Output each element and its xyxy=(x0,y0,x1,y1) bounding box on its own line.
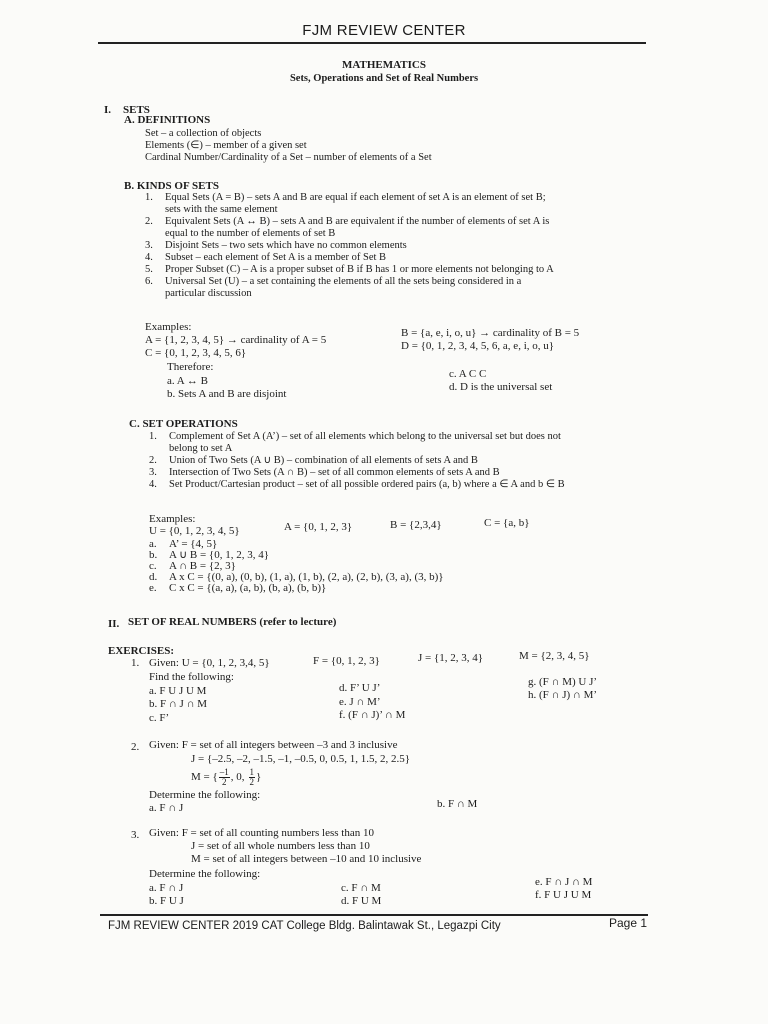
therefore-c: c. A C C xyxy=(449,368,487,380)
operations-list-item: belong to set A xyxy=(169,443,233,454)
exercise-2-item-a: a. F ∩ J xyxy=(149,802,184,814)
definitions-heading: A. DEFINITIONS xyxy=(124,114,211,126)
definition-line: Set – a collection of objects xyxy=(145,128,262,139)
exercise-2-set-m: M = { –1 2 , 0, 1 2 } xyxy=(191,766,262,787)
page-number: Page 1 xyxy=(609,916,648,930)
exercise-3-set-j: J = set of all whole numbers less than 10 xyxy=(191,840,370,852)
exercise-1-item-f: f. (F ∩ J)’ ∩ M xyxy=(339,709,406,721)
example-set-c: C = {0, 1, 2, 3, 4, 5, 6} xyxy=(145,347,247,359)
exercise-3-item-b: b. F U J xyxy=(149,895,184,907)
exercise-2-set-j: J = {–2.5, –2, –1.5, –1, –0.5, 0, 0.5, 1, 1.5, 2, 2.5} xyxy=(191,753,411,765)
therefore-d: d. D is the universal set xyxy=(449,381,553,393)
exercise-1-given: Given: U = {0, 1, 2, 3,4, 5} xyxy=(149,657,270,669)
footer-rule xyxy=(100,914,648,916)
exercise-1-item-c: c. F’ xyxy=(149,712,170,724)
example-set-a: A = {1, 2, 3, 4, 5} → cardinality of A = 5 xyxy=(145,334,327,346)
example-set-b: B = {a, e, i, o, u} → cardinality of B = 5 xyxy=(401,327,580,339)
exercise-3-item-c: c. F ∩ M xyxy=(341,882,381,894)
exercise-3-number: 3. xyxy=(131,829,140,841)
fraction-negative-half: –1 2 xyxy=(219,766,229,787)
exercise-2-number: 2. xyxy=(131,741,140,753)
kinds-list-item: 2. Equivalent Sets (A ↔ B) – sets A and B are equivalent if the number of elements of set A is xyxy=(145,216,550,227)
example-set-c-op: C = {a, b} xyxy=(484,517,530,529)
operations-heading: C. SET OPERATIONS xyxy=(129,418,238,430)
section-1-title: SETS xyxy=(123,104,150,116)
example-set-a-op: A = {0, 1, 2, 3} xyxy=(284,521,353,533)
definition-line: Cardinal Number/Cardinality of a Set – number of elements of a Set xyxy=(145,152,432,163)
exercise-1-item-g: g. (F ∩ M) U J’ xyxy=(528,676,598,688)
doc-title: MATHEMATICS xyxy=(342,59,426,71)
exercise-1-instruction: Find the following: xyxy=(149,671,234,683)
operations-list-item: 2. Union of Two Sets (A ∪ B) – combination of all elements of sets A and B xyxy=(149,455,478,466)
exercise-3-item-d: d. F U M xyxy=(341,895,382,907)
exercise-1-item-b: b. F ∩ J ∩ M xyxy=(149,698,208,710)
exercise-3-item-a: a. F ∩ J xyxy=(149,882,184,894)
exercise-1-set-j: J = {1, 2, 3, 4} xyxy=(418,652,484,664)
exercises-heading: EXERCISES: xyxy=(108,645,175,657)
kinds-heading: B. KINDS OF SETS xyxy=(124,180,219,192)
therefore-a: a. A ↔ B xyxy=(167,375,208,387)
kinds-list-item: 6. Universal Set (U) – a set containing the elements of all the sets being considered in a xyxy=(145,276,522,287)
operations-list-item: 1. Complement of Set A (A’) – set of all elements which belong to the universal set but does not xyxy=(149,431,561,442)
kinds-list-item: 1. Equal Sets (A = B) – sets A and B are equal if each element of set A is an element of set B; xyxy=(145,192,546,203)
exercise-1-item-a: a. F U J U M xyxy=(149,685,207,697)
exercise-1-set-m: M = {2, 3, 4, 5} xyxy=(519,650,590,662)
fraction-half: 1 2 xyxy=(249,766,255,787)
exercise-2-instruction: Determine the following: xyxy=(149,789,261,801)
exercise-1-number: 1. xyxy=(131,657,140,669)
operations-list-item: 4. Set Product/Cartesian product – set of all possible ordered pairs (a, b) where a ∈ A and b ∈ B xyxy=(149,479,565,490)
exercise-1-set-f: F = {0, 1, 2, 3} xyxy=(313,655,380,667)
exercise-1-item-h: h. (F ∩ J) ∩ M’ xyxy=(528,689,598,701)
header-title: FJM REVIEW CENTER xyxy=(302,22,466,39)
section-2-number: II. xyxy=(108,618,120,630)
kinds-list xyxy=(145,192,554,300)
exercise-3-given: Given: F = set of all counting numbers less than 10 xyxy=(149,827,374,839)
operations-examples-label: Examples: xyxy=(149,513,196,525)
section-1-number: I. xyxy=(104,104,112,116)
operations-result-item: b. A ∪ B = {0, 1, 2, 3, 4} xyxy=(149,549,269,561)
footer-address: FJM REVIEW CENTER 2019 CAT College Bldg. Balintawak St., Legazpi City xyxy=(108,920,501,932)
section-2-title: SET OF REAL NUMBERS (refer to lecture) xyxy=(128,616,337,628)
operations-result-item: c. A ∩ B = {2, 3} xyxy=(149,560,236,572)
kinds-list-item: 3. Disjoint Sets – two sets which have no common elements xyxy=(145,240,407,251)
exercise-1-item-d: d. F’ U J’ xyxy=(339,682,381,694)
kinds-list-item: sets with the same element xyxy=(165,204,278,215)
exercise-1-item-e: e. J ∩ M’ xyxy=(339,696,381,708)
header-rule xyxy=(98,42,646,44)
exercise-3-set-m: M = set of all integers between –10 and 10 inclusive xyxy=(191,853,422,865)
definition-line: Elements (∈) – member of a given set xyxy=(145,140,307,151)
operations-results xyxy=(149,538,444,593)
example-set-d: D = {0, 1, 2, 3, 4, 5, 6, a, e, i, o, u} xyxy=(401,340,555,352)
operations-list xyxy=(149,431,565,491)
kinds-list-item: equal to the number of elements of set B xyxy=(165,228,336,239)
therefore-label: Therefore: xyxy=(167,361,214,373)
example-universal-set: U = {0, 1, 2, 3, 4, 5} xyxy=(149,525,240,537)
operations-result-item: a. A’ = {4, 5} xyxy=(149,538,218,550)
kinds-list-item: 4. Subset – each element of Set A is a member of Set B xyxy=(145,252,387,263)
kinds-examples-label: Examples: xyxy=(145,321,192,333)
exercise-3-instruction: Determine the following: xyxy=(149,868,261,880)
kinds-list-item: 5. Proper Subset (C) – A is a proper subset of B if B has 1 or more elements not belonging to A xyxy=(145,264,554,275)
exercise-3-item-e: e. F ∩ J ∩ M xyxy=(535,876,593,888)
example-set-b-op: B = {2,3,4} xyxy=(390,519,442,531)
operations-result-item: e. C x C = {(a, a), (a, b), (b, a), (b, b)} xyxy=(149,582,327,594)
exercise-3-item-f: f. F U J U M xyxy=(535,889,592,901)
operations-list-item: 3. Intersection of Two Sets (A ∩ B) – set of all common elements of sets A and B xyxy=(149,467,500,478)
exercise-2-item-b: b. F ∩ M xyxy=(437,798,478,810)
doc-subtitle: Sets, Operations and Set of Real Numbers xyxy=(289,73,479,84)
therefore-b: b. Sets A and B are disjoint xyxy=(167,388,287,400)
operations-result-item: d. A x C = {(0, a), (0, b), (1, a), (1, b), (2, a), (2, b), (3, a), (3, b)} xyxy=(149,571,444,583)
kinds-list-item: particular discussion xyxy=(165,288,252,299)
exercise-2-given: Given: F = set of all integers between –3 and 3 inclusive xyxy=(149,739,398,751)
